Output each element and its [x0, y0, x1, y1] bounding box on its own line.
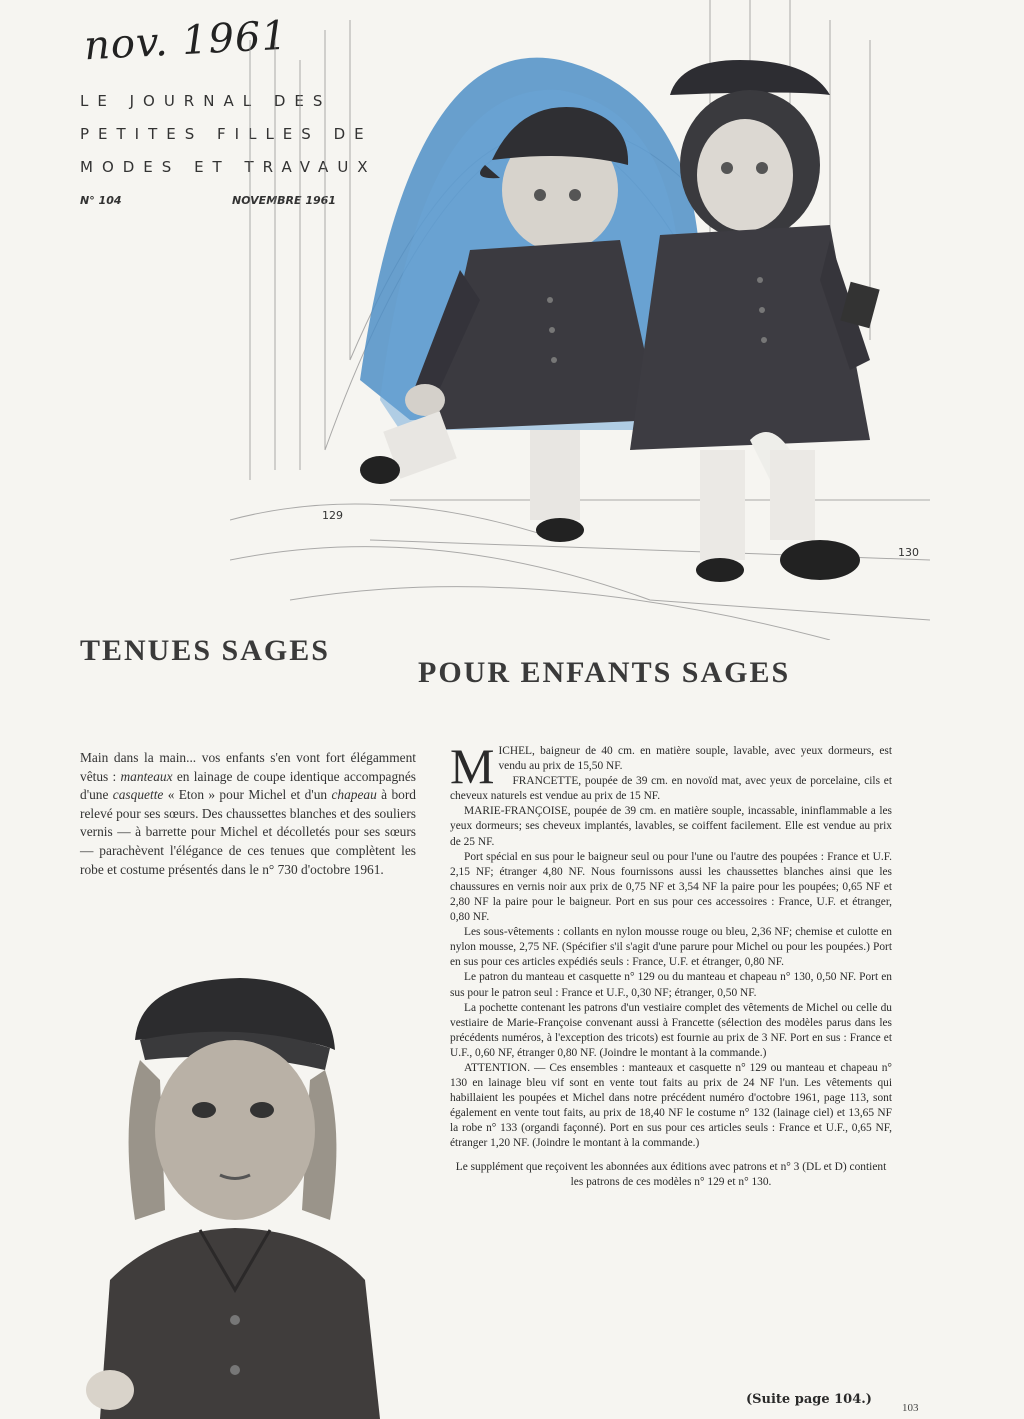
intro-text-c: « Eton » pour Michel et d'un: [163, 787, 332, 803]
article-p1-text: ICHEL, baigneur de 40 cm. en matière souple, lavable, avec yeux dormeurs, est vendu au prix de 15,50 NF.: [498, 745, 892, 773]
article-paragraph-sous-vetements: Les sous-vêtements : collants en nylon mousse rouge ou bleu, 2,36 NF; chemise et culotte en nylon mousse, 2,75 NF. (Spécifier s'il s'agit d'une parure pour Michel ou pour les poupées.) Port en sus pour ces articles expédiés seuls : France, U.F. et étranger, 0,80 NF.: [450, 926, 892, 969]
drop-cap: M: [450, 738, 495, 794]
headline-part-1: TENUES SAGES: [80, 634, 330, 667]
masthead-line-1: LE JOURNAL DES: [80, 92, 332, 110]
handwritten-date-note: nov. 1961: [82, 12, 289, 70]
issue-number: N° 104: [80, 194, 122, 207]
intro-text-b: en lainage de coupe identique accompagnés d'une: [80, 768, 417, 803]
article-column: [450, 738, 892, 1190]
intro-em-casquette: casquette: [112, 787, 164, 803]
article-paragraph-marie-francoise: MARIE-FRANÇOISE, poupée de 39 cm. en matière souple, incassable, ininflammable a les yeux dormeurs; ses cheveux implantés, lavables, se coiffent facilement. Elle est vendue au prix de 25 NF.: [450, 805, 892, 848]
article-paragraph-attention: ATTENTION. — Ces ensembles : manteaux et casquette n° 129 ou manteau et chapeau n° 130 en lainage bleu vif sont en vente tout faits au prix de 24 NF l'un. Les vêtements qui habillaient les poupées et Michel dans notre précédent numéro d'octobre 1961, page 113, sont également en vente tout faits, au prix de 18,40 NF le costume n° 132 (lainage ciel) et 13,65 NF la robe n° 133 (organdi façonné). Port en sus pour ces articles seuls : France et U.F., 0,65 NF, étranger 1,20 NF. (Joindre le montant à la commande.): [450, 1061, 892, 1150]
masthead-line-3: MODES ET TRAVAUX: [80, 158, 377, 176]
continued-note: (Suite page 104.): [746, 1392, 872, 1407]
issue-date: NOVEMBRE 1961: [232, 194, 336, 207]
model-ref-129: 129: [322, 509, 343, 522]
article-paragraph-patron: Le patron du manteau et casquette n° 129 ou du manteau et chapeau n° 130, 0,50 NF. Port en sus pour le patron seul : France et U.F., 0,30 NF; étranger, 0,50 NF.: [450, 971, 892, 999]
article-paragraph-francette: FRANCETTE, poupée de 39 cm. en novoïd mat, avec yeux de porcelaine, cils et cheveux naturels est vendue au prix de 15 NF.: [450, 775, 892, 803]
intro-paragraph: [80, 749, 416, 879]
article-paragraph-pochette: La pochette contenant les patrons d'un vestiaire complet des vêtements de Michel ou celle du vestiaire de Marie-Françoise convenant aussi à Francette (sélection des modèles parus dans les précédents numéros, à l'exception des tricots) est fournie au prix de 3 NF. Port en sus : France et U.F., 0,60 NF, étranger 0,80 NF. (Joindre le montant à la commande.): [450, 1001, 892, 1059]
model-ref-130: 130: [898, 546, 919, 559]
girl-doll-photo: [80, 960, 410, 1419]
article-paragraph-supplement: Le supplément que reçoivent les abonnées aux éditions avec patrons et n° 3 (DL et D) contient les patrons de ces modèles n° 129 et n° 130.: [455, 1160, 887, 1188]
doll-illustration: [230, 0, 930, 640]
masthead-line-2: PETITES FILLES DE: [80, 125, 373, 143]
intro-text-a: Main dans la main... vos enfants s'en vont fort élégamment vêtus :: [80, 750, 416, 784]
page-number: 103: [902, 1402, 919, 1414]
intro-text-d: à bord relevé pour ses sœurs. Des chaussettes blanches et des souliers vernis — à barrette pour Michel et décolletés pour ses sœurs — parachèvent l'élégance de ces tenues que complètent les robe et costume présentés dans le n° 730 d'octobre 1961.: [80, 787, 417, 877]
intro-em-chapeau: chapeau: [331, 787, 377, 803]
headline-part-2: POUR ENFANTS SAGES: [418, 656, 791, 689]
intro-em-manteaux: manteaux: [120, 768, 173, 784]
article-paragraph-port: Port spécial en sus pour le baigneur seul ou pour l'une ou l'autre des poupées : France et U.F. 2,15 NF; étranger 4,80 NF. Nous fournissons aussi les chaussettes blanches ainsi que les chaussures en vernis noir aux prix de 0,75 NF et 3,54 NF la paire pour les poupées; 0,65 NF et 2,80 NF la paire pour le baigneur. Port en sus pour ces accessoires : France, U.F. et étranger, 0,80 NF.: [450, 850, 892, 924]
